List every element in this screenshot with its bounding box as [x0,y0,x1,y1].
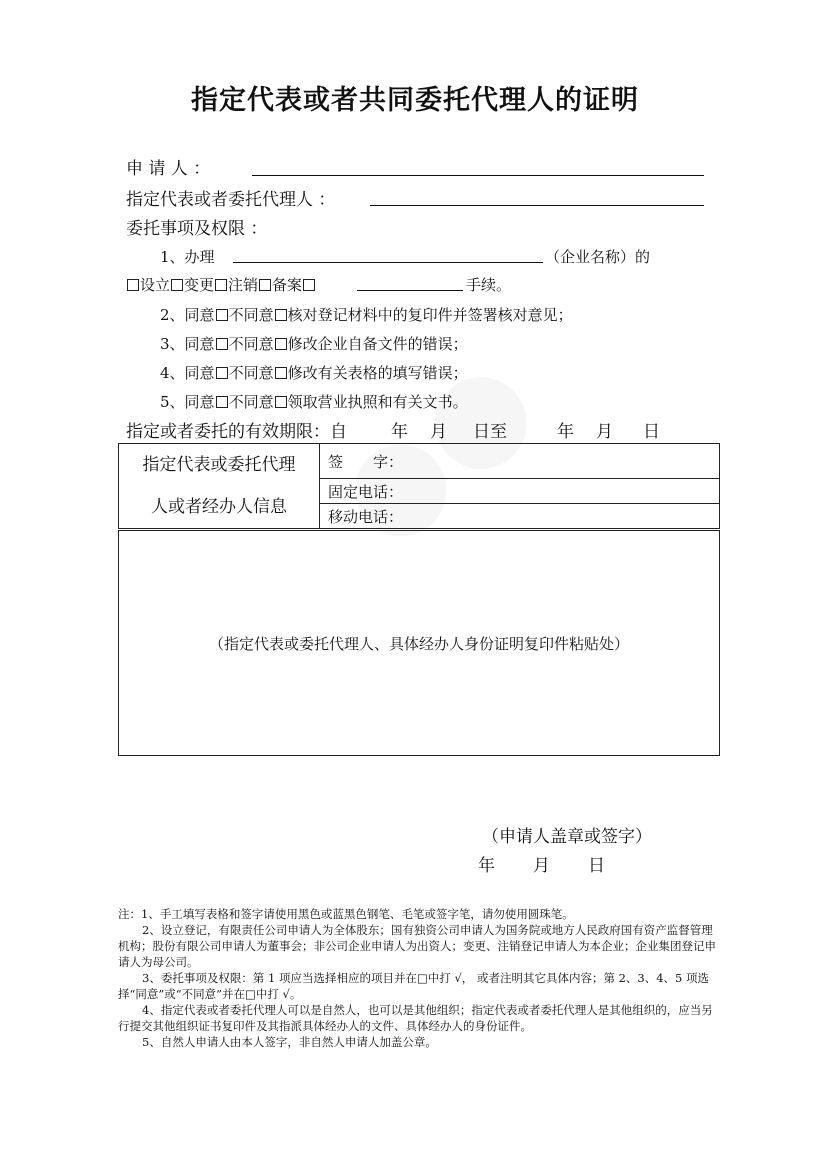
seal-label: （申请人盖章或签字） [482,827,652,847]
item1-end: 手续。 [466,276,512,294]
id-copy-paste-area [118,530,720,756]
item5: 5、同意 不同意 领取营业执照和有关文书。 [160,393,468,411]
checkbox-item5-disagree[interactable] [275,396,287,408]
checkbox-item3-disagree[interactable] [275,338,287,350]
checkbox-item4-disagree[interactable] [275,367,287,379]
item2: 2、同意 不同意 核对登记材料中的复印件并签署核对意见； [160,306,573,324]
checkbox-item4-agree[interactable] [216,367,228,379]
option-cancel: 注销 [228,276,259,294]
paste-area-label: （指定代表或委托代理人、具体经办人身份证明复印件粘贴处） [208,635,629,653]
landline-field[interactable]: 固定电话： [320,479,720,504]
option-filing: 备案 [272,276,303,294]
item1-options [126,274,316,295]
other-procedure-field[interactable] [357,290,463,291]
agent-info-table [118,443,720,529]
company-name-field[interactable] [233,262,543,263]
option-change: 变更 [184,276,215,294]
note-1: 注：1、手工填写表格和签字请使用黑色或蓝黑色钢笔、毛笔或签字笔，请勿使用圆珠笔。 [118,907,574,921]
option-establish: 设立 [140,276,171,294]
validity-row: 指定或者委托的有效期限：自 年 月 日至 年 月 日 [126,422,660,442]
item4: 4、同意 不同意 修改有关表格的填写错误； [160,364,468,382]
agent-info-header: 指定代表或委托代理 人或者经办人信息 [119,444,320,529]
note-3: 3、委托事项及权限：第 1 项应当选择相应的项目并在□中打 √， 或者注明其它具体内容；第 2、3、4、5 项选择“同意”或“不同意”并在□中打 √。 [118,971,710,1001]
agent-label: 指定代表或者委托代理人 ： [126,190,336,210]
applicant-field[interactable] [252,175,704,176]
item1-suffix: （企业名称）的 [545,248,651,266]
checkbox-item5-agree[interactable] [216,396,228,408]
checkbox-other[interactable] [303,279,315,291]
validity-from: 自 [330,422,347,442]
item1-prefix: 1、办理 [160,248,215,266]
item3: 3、同意 不同意 修改企业自备文件的错误； [160,335,468,353]
validity-label: 指定或者委托的有效期限： [126,422,330,442]
checkbox-item2-disagree[interactable] [275,309,287,321]
checkbox-filing[interactable] [259,279,271,291]
note-2: 2、设立登记，有限责任公司申请人为全体股东；国有独资公司申请人为国务院或地方人民政府国有资产监督管理机构；股份有限公司申请人为董事会；非公司企业申请人为出资人；变更、注销登记申请人为本企业；企业集团登记申请人为母公司。 [118,923,716,969]
notes [118,906,718,1050]
signature-field[interactable]: 签 字： [320,444,720,479]
scope-label: 委托事项及权限 ： [126,219,268,239]
checkbox-establish[interactable] [127,279,139,291]
mobile-field[interactable]: 移动电话： [320,504,720,529]
checkbox-item2-agree[interactable] [216,309,228,321]
page-title: 指定代表或者共同委托代理人的证明 [191,85,639,116]
checkbox-change[interactable] [171,279,183,291]
checkbox-cancel[interactable] [215,279,227,291]
note-4: 4、指定代表或者委托代理人可以是自然人，也可以是其他组织；指定代表或者委托代理人是其他组织的，应当另行提交其他组织证书复印件及其指派具体经办人的文件、具体经办人的身份证件。 [118,1003,713,1033]
agent-field[interactable] [370,205,704,206]
applicant-label: 申 请 人 ： [126,159,211,179]
checkbox-item3-agree[interactable] [216,338,228,350]
seal-date: 年 月 日 [478,856,605,876]
note-5: 5、自然人申请人由本人签字，非自然人申请人加盖公章。 [142,1035,437,1049]
